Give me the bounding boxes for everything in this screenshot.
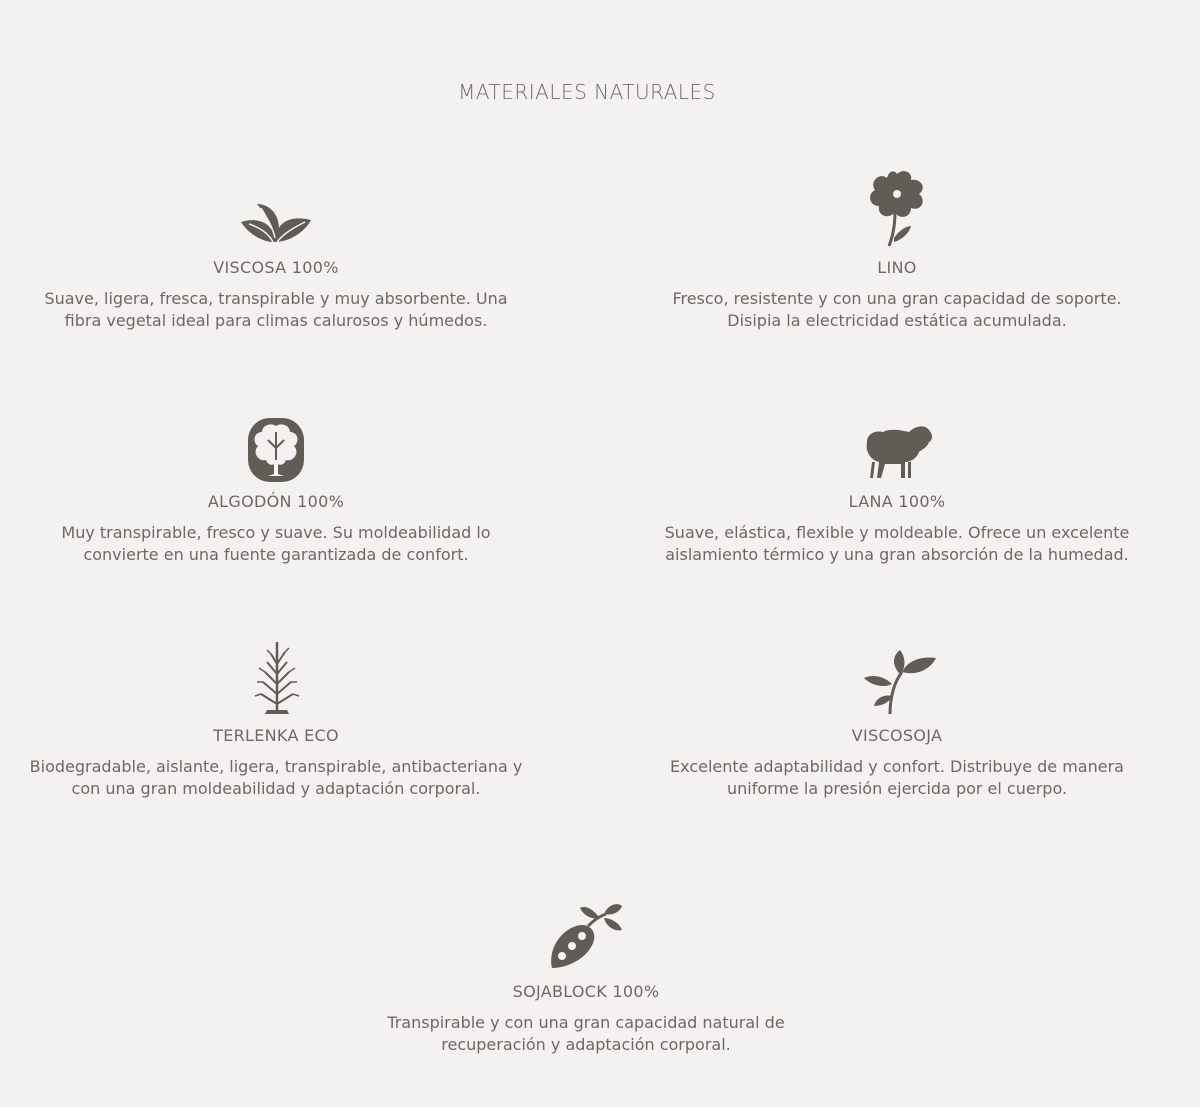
material-viscosoja — [647, 634, 1147, 800]
material-description: Biodegradable, aislante, ligera, transpirable, antibacteriana y con una gran moldeabilidad y adaptación corporal. — [29, 757, 523, 798]
material-name: TERLENKA ECO — [213, 726, 339, 745]
material-name: LANA 100% — [848, 492, 946, 511]
material-description: Suave, elástica, flexible y moldeable. Ofrece un excelente aislamiento térmico y una gran absorción de la humedad. — [664, 523, 1130, 564]
material-description: Fresco, resistente y con una gran capacidad de soporte. Disipia la electricidad estática acumulada. — [672, 289, 1122, 330]
material-description: Muy transpirable, fresco y suave. Su moldeabilidad lo convierte en una fuente garantizada de confort. — [61, 523, 491, 564]
plant-icon — [251, 638, 301, 716]
leaves-icon — [239, 198, 313, 248]
material-lana — [647, 400, 1147, 566]
material-name: LINO — [877, 258, 917, 277]
material-terlenka — [26, 634, 526, 800]
sprout-icon — [856, 648, 938, 716]
material-description: Excelente adaptabilidad y confort. Distribuye de manera uniforme la presión ejercida por el cuerpo. — [670, 757, 1124, 798]
material-description: Transpirable y con una gran capacidad natural de recuperación y adaptación corporal. — [387, 1013, 785, 1054]
material-algodon — [26, 400, 526, 566]
flower-icon — [867, 168, 927, 248]
soy-pod-icon — [548, 902, 624, 972]
material-name: VISCOSA 100% — [213, 258, 339, 277]
material-lino — [647, 166, 1147, 332]
material-name: SOJABLOCK 100% — [512, 982, 660, 1001]
material-name: ALGODÓN 100% — [207, 492, 345, 511]
material-viscosa — [26, 166, 526, 332]
material-name: VISCOSOJA — [851, 726, 943, 745]
material-sojablock — [336, 890, 836, 1056]
material-description: Suave, ligera, fresca, transpirable y muy absorbente. Una fibra vegetal ideal para climas calurosos y húmedos. — [44, 289, 508, 330]
sheep-icon — [861, 422, 933, 482]
page-title: MATERIALES NATURALES — [458, 80, 716, 104]
cotton-icon — [248, 418, 304, 482]
